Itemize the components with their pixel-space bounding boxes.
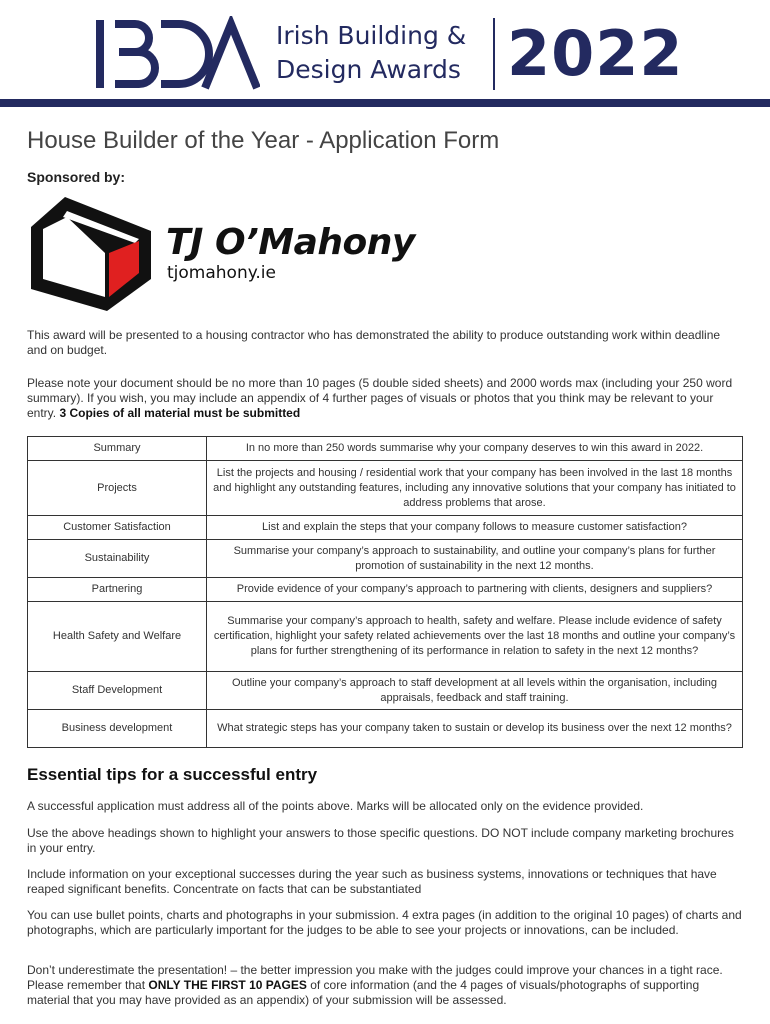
table-row <box>28 516 743 540</box>
sponsored-label: Sponsored by: <box>27 169 126 185</box>
logo-divider <box>493 18 495 90</box>
table-row <box>28 437 743 461</box>
table-row <box>28 710 743 748</box>
criteria-description: Outline your company’s approach to staff development at all levels within the organisation, including appraisals, feedback and staff training. <box>207 672 743 710</box>
tip-paragraph-5 <box>27 963 743 1008</box>
criteria-description: List the projects and housing / residential work that your company has been involved in the last 18 months and highlight any outstanding features, including any innovative solutions that your company has initiated to address problems that arose. <box>207 461 743 516</box>
tip-5-start: Don’t underestimate the presentation! – the better impression you make with the judges could improve your chances in a tight race. Please remember that <box>27 963 723 992</box>
tips-heading: Essential tips for a successful entry <box>27 765 318 784</box>
criteria-description: What strategic steps has your company taken to sustain or develop its business over the next 12 months? <box>207 710 743 748</box>
logo-wordmark <box>276 19 466 87</box>
note-text: Please note your document should be no more than 10 pages (5 double sided sheets) and 2000 words max (including your 250 word summary). If you wish, you may include an appendix of 4 further pages of visuals or photos that you think may be relevant to your entry. <box>27 376 733 420</box>
criteria-description: List and explain the steps that your company follows to measure customer satisfaction? <box>207 516 743 540</box>
intro-paragraph: This award will be presented to a housing contractor who has demonstrated the ability to produce outstanding work within deadline and on budget. <box>27 328 721 357</box>
criteria-label: Health Safety and Welfare <box>28 602 207 672</box>
tip-paragraph-3: Include information on your exceptional successes during the year such as business systems, innovations or techniques that have reaped significant benefits. Concentrate on facts that can be substantiated <box>27 867 717 896</box>
page-header <box>0 0 770 108</box>
criteria-table <box>27 436 743 748</box>
sponsor-url: tjomahony.ie <box>167 263 276 283</box>
sponsor-logo <box>27 193 417 315</box>
criteria-label: Customer Satisfaction <box>28 516 207 540</box>
criteria-description: Provide evidence of your company’s approach to partnering with clients, designers and suppliers? <box>207 578 743 602</box>
table-row <box>28 602 743 672</box>
table-row <box>28 672 743 710</box>
ibda-logo-icon <box>95 16 260 92</box>
criteria-label: Projects <box>28 461 207 516</box>
tip-paragraph-1: A successful application must address all of the points above. Marks will be allocated only on the evidence provided. <box>27 799 644 813</box>
criteria-description: Summarise your company’s approach to health, safety and welfare. Please include evidence of safety certification, highlight your safety related achievements over the last 18 months and outline your company’s plans for further strengthening of its performance in relation to safety in the next 12 months? <box>207 602 743 672</box>
award-year: 2022 <box>507 17 684 90</box>
logo-line-1: Irish Building & <box>276 21 467 50</box>
page-title: House Builder of the Year - Application Form <box>27 127 500 154</box>
tip-5-end: of core information (and the 4 pages of visuals/photographs of supporting material that you may have provided as an appendix) of your submission will be assessed. <box>27 978 700 1007</box>
logo-line-2: Design Awards <box>276 55 461 84</box>
criteria-label: Business development <box>28 710 207 748</box>
note-paragraph <box>27 376 743 421</box>
tip-5-bold: ONLY THE FIRST 10 PAGES <box>148 978 307 992</box>
criteria-label: Staff Development <box>28 672 207 710</box>
criteria-description: In no more than 250 words summarise why your company deserves to win this award in 2022. <box>207 437 743 461</box>
house-cube-icon <box>27 193 157 315</box>
header-bar <box>0 99 770 107</box>
note-bold: 3 Copies of all material must be submitted <box>59 406 301 420</box>
criteria-description: Summarise your company’s approach to sustainability, and outline your company’s plans for further promotion of sustainability in the next 12 months. <box>207 540 743 578</box>
tip-paragraph-2: Use the above headings shown to highlight your answers to those specific questions. DO NOT include company marketing brochures in your entry. <box>27 826 734 855</box>
criteria-label: Partnering <box>28 578 207 602</box>
tip-paragraph-4: You can use bullet points, charts and photographs in your submission. 4 extra pages (in addition to the original 10 pages) of charts and photographs, which are particularly important for the judges to be able to see your projects or innovations, can be included. <box>27 908 742 937</box>
sponsor-name: TJ O’Mahony <box>166 222 415 263</box>
table-row <box>28 461 743 516</box>
criteria-label: Summary <box>28 437 207 461</box>
table-row <box>28 540 743 578</box>
table-row <box>28 578 743 602</box>
criteria-label: Sustainability <box>28 540 207 578</box>
